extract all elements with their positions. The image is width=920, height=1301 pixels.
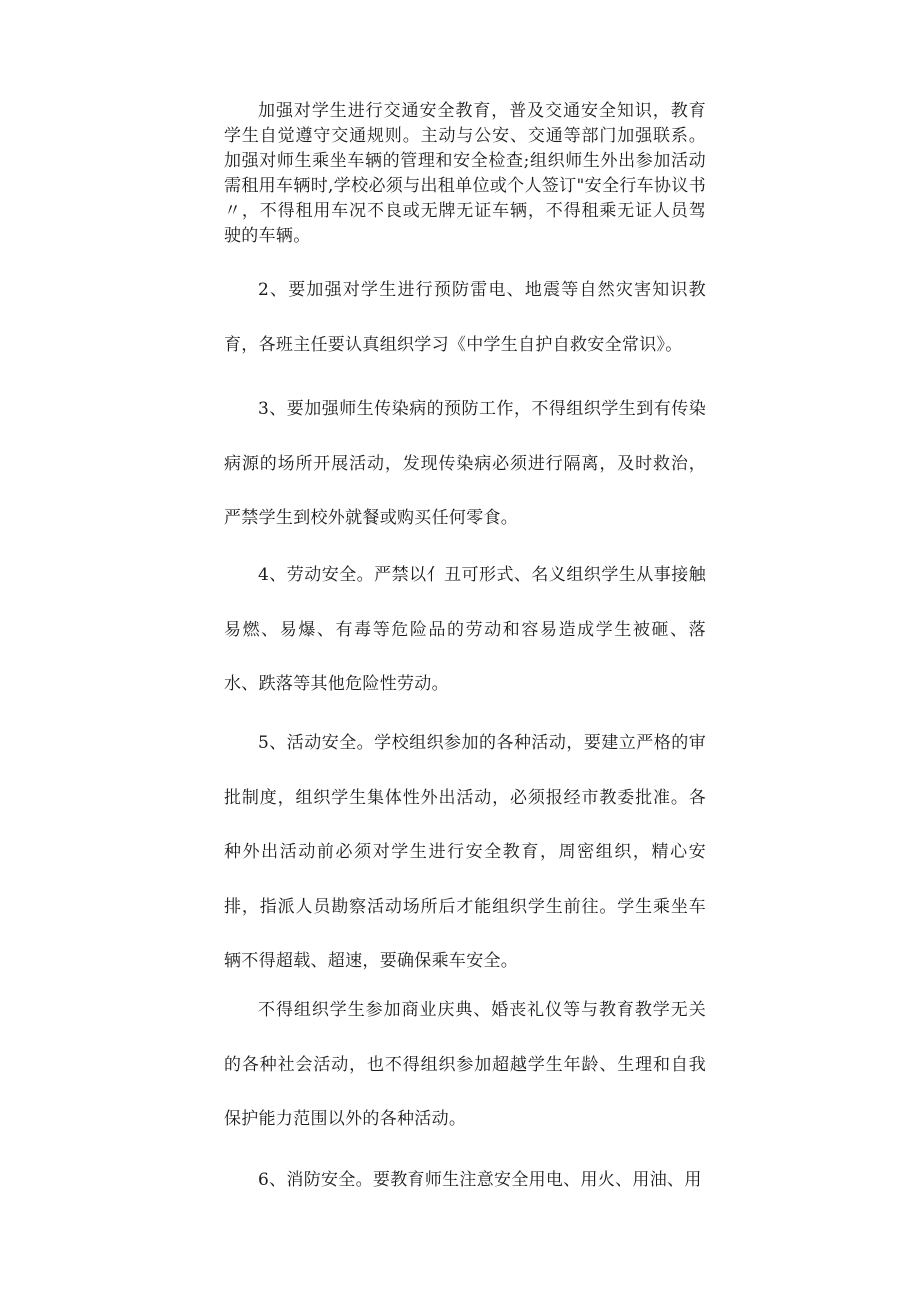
paragraph-activity-safety: 5、活动安全。学校组织参加的各种活动，要建立严格的审批制度，组织学生集体性外出活动，必须报经市教委批准。各种外出活动前必须对学生进行安全教育，周密组织，精心安排，指派人员勘察活动场所后才能组织学生前往。学生乘坐车辆不得超载、超速，要确保乘车安全。 (224, 733, 706, 971)
paragraph-prohibited-activities: 不得组织学生参加商业庆典、婚丧礼仪等与教育教学无关的各种社会活动，也不得组织参加超越学生年龄、生理和自我保护能力范围以外的各种活动。 (224, 1000, 706, 1129)
paragraph-infectious-disease: 3、要加强师生传染病的预防工作，不得组织学生到有传染病源的场所开展活动，发现传染病必须进行隔离，及时救治，严禁学生到校外就餐或购买任何零食。 (224, 399, 706, 528)
paragraph-labor-safety: 4、劳动安全。严禁以亻丑可形式、名义组织学生从事接触易燃、易爆、有毒等危险品的劳动和容易造成学生被砸、落水、跌落等其他危险性劳动。 (224, 565, 706, 694)
paragraph-natural-disaster: 2、要加强对学生进行预防雷电、地震等自然灾害知识教育，各班主任要认真组织学习《中学生自护自救安全常识》。 (224, 280, 706, 355)
paragraph-fire-safety: 6、消防安全。要教育师生注意安全用电、用火、用油、用 (258, 1170, 702, 1190)
paragraph-traffic-safety: 加强对学生进行交通安全教育，普及交通安全知识，教育学生自觉遵守交通规则。主动与公安、交通等部门加强联系。加强对师生乘坐车辆的管理和安全检查;组织师生外出参加活动需租用车辆时,学校必须与出租单位或个人签订"安全行车协议书〃，不得租用车况不良或无牌无证车辆，不得租乘无证人员驾驶的车辆。 (224, 101, 706, 246)
